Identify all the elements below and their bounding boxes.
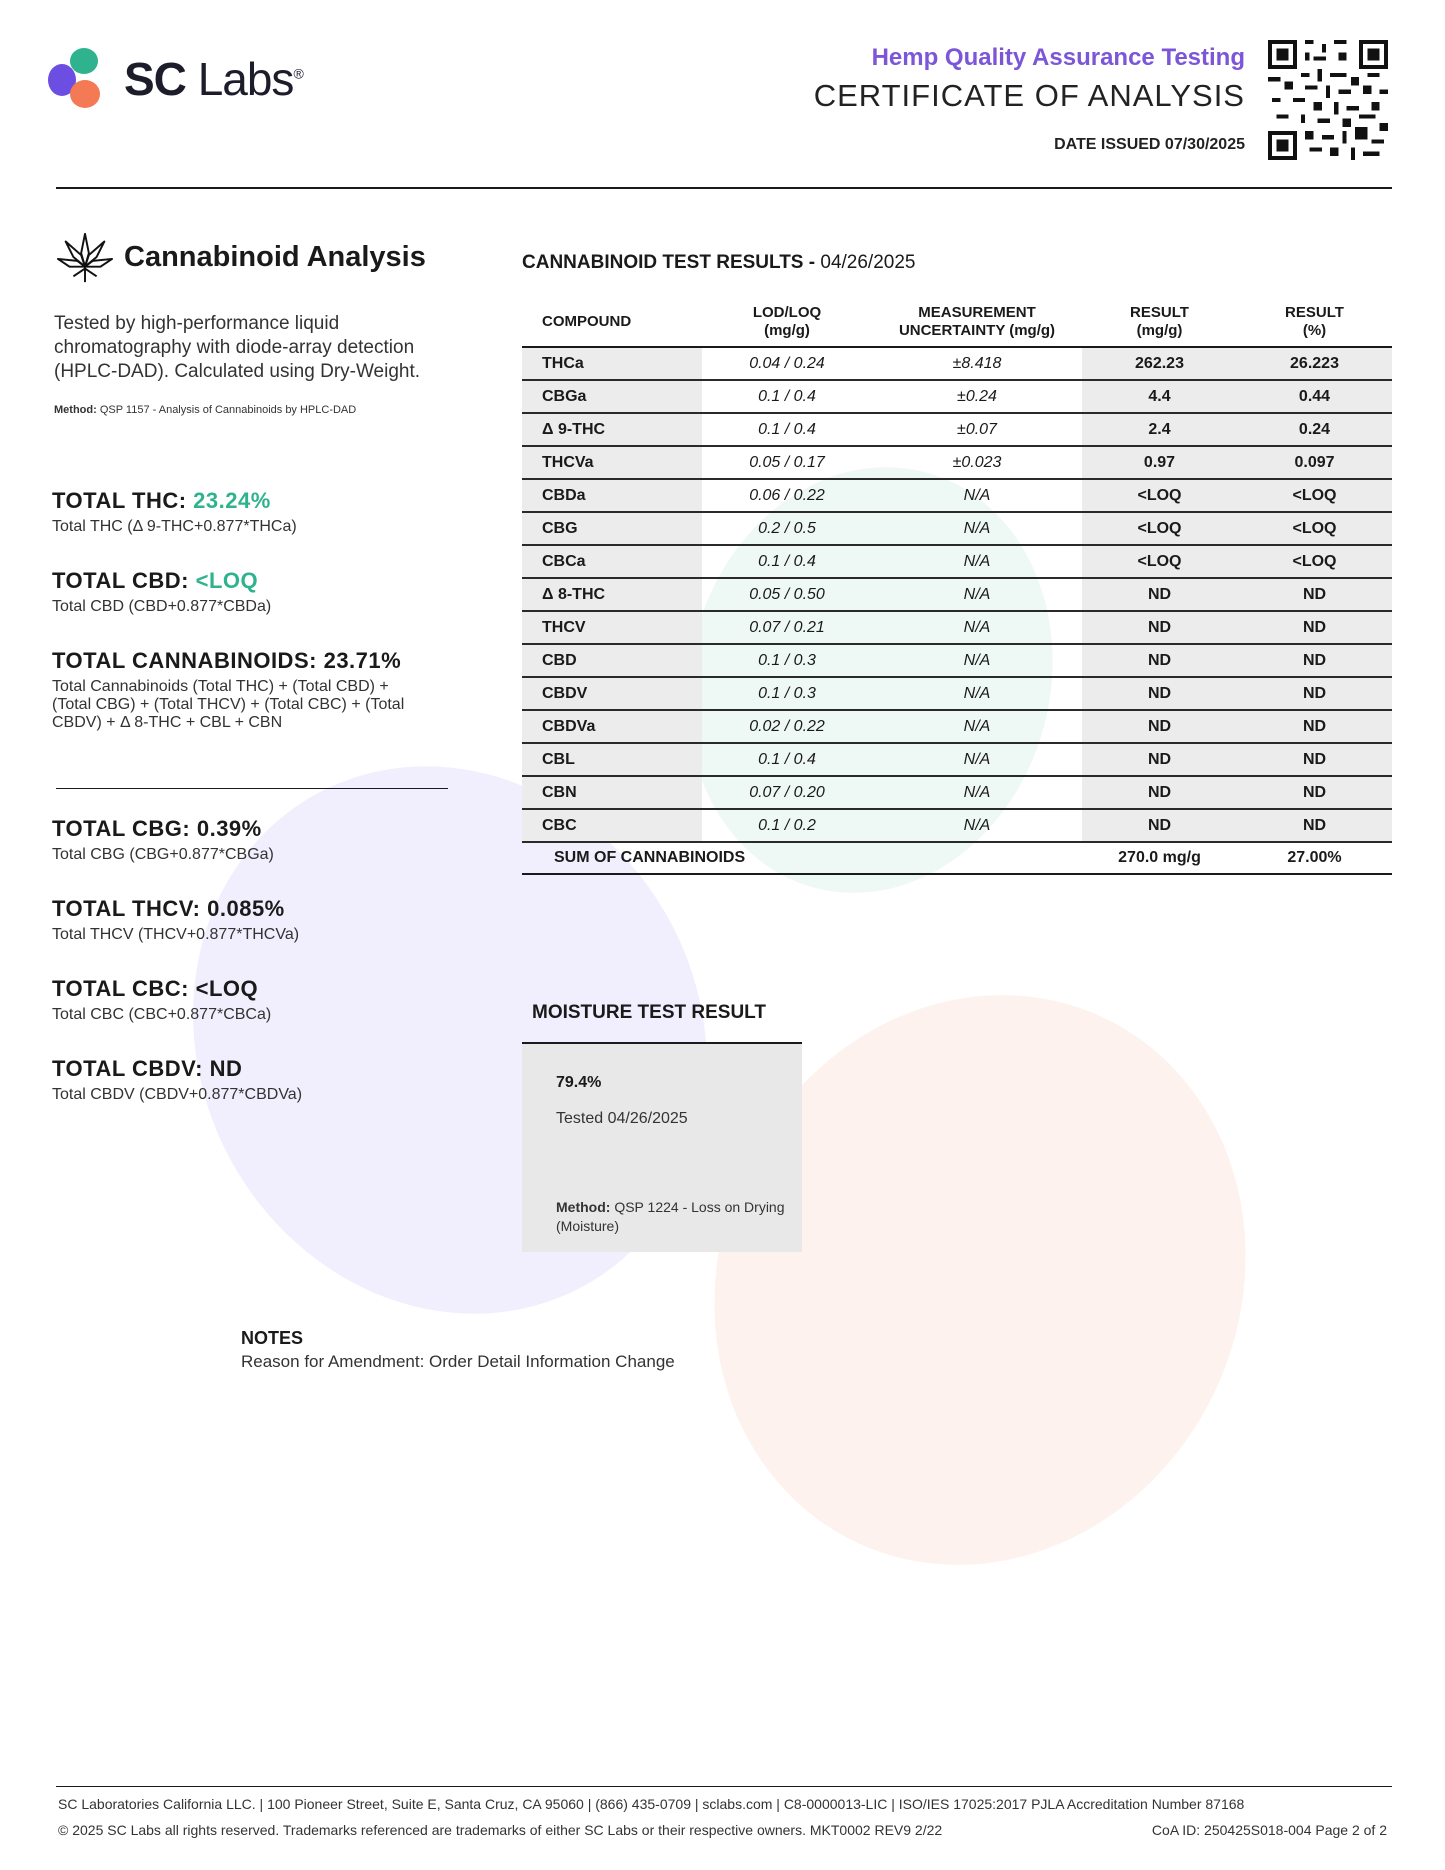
cell-compound: CBDV — [522, 677, 702, 710]
table-row — [522, 413, 1392, 446]
cell-compound: THCV — [522, 611, 702, 644]
cell-unc: ±8.418 — [872, 347, 1082, 380]
notes-text: Reason for Amendment: Order Detail Information Change — [241, 1352, 675, 1371]
cell-compound: CBCa — [522, 545, 702, 578]
cell-unc: N/A — [872, 479, 1082, 512]
cell-unc: N/A — [872, 710, 1082, 743]
table-row — [522, 578, 1392, 611]
table-row — [522, 545, 1392, 578]
cell-rpc: 0.097 — [1237, 446, 1392, 479]
left-divider — [56, 788, 448, 789]
cell-rmg: ND — [1082, 776, 1237, 809]
footer-coa-id: CoA ID: 250425S018-004 Page 2 of 2 — [1151, 1822, 1387, 1838]
cell-compound: CBL — [522, 743, 702, 776]
cell-rpc: 0.24 — [1237, 413, 1392, 446]
cell-compound: CBC — [522, 809, 702, 842]
header-subtitle: Hemp Quality Assurance Testing — [871, 44, 1245, 71]
cell-rmg: ND — [1082, 611, 1237, 644]
cell-rmg: ND — [1082, 809, 1237, 842]
sum-row — [522, 842, 1392, 874]
cell-lod: 0.02 / 0.22 — [702, 710, 872, 743]
cell-rpc: ND — [1237, 677, 1392, 710]
moisture-value: 79.4% — [556, 1074, 602, 1091]
cell-unc: ±0.07 — [872, 413, 1082, 446]
cell-lod: 0.1 / 0.3 — [702, 677, 872, 710]
table-row — [522, 446, 1392, 479]
cell-compound: CBGa — [522, 380, 702, 413]
cell-compound: CBDa — [522, 479, 702, 512]
analysis-heading — [56, 228, 426, 286]
cell-rmg: ND — [1082, 710, 1237, 743]
footer-divider — [56, 1786, 1392, 1787]
cell-rmg: <LOQ — [1082, 545, 1237, 578]
col-lod-loq: LOD/LOQ (mg/g) — [702, 300, 872, 347]
cell-rpc: <LOQ — [1237, 479, 1392, 512]
cell-compound: CBD — [522, 644, 702, 677]
cell-unc: N/A — [872, 809, 1082, 842]
cell-rpc: <LOQ — [1237, 512, 1392, 545]
cell-rmg: 2.4 — [1082, 413, 1237, 446]
notes-heading: NOTES — [241, 1328, 304, 1348]
cell-rpc: <LOQ — [1237, 545, 1392, 578]
table-row — [522, 611, 1392, 644]
cell-lod: 0.04 / 0.24 — [702, 347, 872, 380]
cell-unc: ±0.24 — [872, 380, 1082, 413]
cell-lod: 0.2 / 0.5 — [702, 512, 872, 545]
logo-mark-icon — [48, 48, 110, 110]
cell-rpc: 0.44 — [1237, 380, 1392, 413]
analysis-title: Cannabinoid Analysis — [124, 240, 426, 273]
cell-rmg: 4.4 — [1082, 380, 1237, 413]
cell-rpc: 26.223 — [1237, 347, 1392, 380]
date-issued: DATE ISSUED 07/30/2025 — [1054, 136, 1245, 153]
analysis-description: Tested by high-performance liquid chromatography with diode-array detection (HPLC-DAD). Calculated using Dry-Weight. — [54, 313, 421, 382]
footer-address: SC Laboratories California LLC. | 100 Pioneer Street, Suite E, Santa Cruz, CA 95060 | (866) 435-0709 | sclabs.com | C8-0000013-LIC | ISO/IES 17025:2017 PJLA Accreditation Number 87168 — [58, 1796, 1245, 1812]
cell-rpc: ND — [1237, 578, 1392, 611]
results-title: CANNABINOID TEST RESULTS - 04/26/2025 — [522, 252, 916, 273]
qr-code-icon[interactable] — [1268, 40, 1388, 160]
cell-compound: Δ 8-THC — [522, 578, 702, 611]
cell-rmg: 0.97 — [1082, 446, 1237, 479]
cell-rpc: ND — [1237, 710, 1392, 743]
table-row — [522, 380, 1392, 413]
header-title: CERTIFICATE OF ANALYSIS — [813, 78, 1245, 113]
cell-compound: THCa — [522, 347, 702, 380]
cell-compound: CBDVa — [522, 710, 702, 743]
cell-unc: N/A — [872, 512, 1082, 545]
table-row — [522, 710, 1392, 743]
results-header-row — [522, 300, 1392, 347]
cell-rpc: ND — [1237, 776, 1392, 809]
cell-rmg: 262.23 — [1082, 347, 1237, 380]
cannabis-leaf-icon — [56, 228, 114, 286]
cell-compound: CBG — [522, 512, 702, 545]
total-cbc: TOTAL CBC: <LOQ Total CBC (CBC+0.877*CBCa) — [52, 976, 272, 1023]
cell-rpc: ND — [1237, 644, 1392, 677]
moisture-tested-date: Tested 04/26/2025 — [556, 1110, 688, 1127]
cell-lod: 0.1 / 0.4 — [702, 743, 872, 776]
cell-lod: 0.05 / 0.17 — [702, 446, 872, 479]
cell-unc: N/A — [872, 677, 1082, 710]
header-divider — [56, 187, 1392, 189]
cell-compound: Δ 9-THC — [522, 413, 702, 446]
analysis-method: Method: QSP 1157 - Analysis of Cannabinoids by HPLC-DAD — [54, 404, 357, 416]
total-thc: TOTAL THC: 23.24% Total THC (Δ 9-THC+0.877*THCa) — [52, 488, 297, 535]
table-row — [522, 347, 1392, 380]
col-result-pct: RESULT (%) — [1237, 300, 1392, 347]
cell-rpc: ND — [1237, 743, 1392, 776]
cell-rmg: <LOQ — [1082, 479, 1237, 512]
cell-lod: 0.1 / 0.4 — [702, 545, 872, 578]
table-row — [522, 644, 1392, 677]
moisture-method: Method: QSP 1224 - Loss on Drying (Moisture) — [556, 1199, 785, 1234]
cell-rmg: ND — [1082, 578, 1237, 611]
cell-unc: N/A — [872, 644, 1082, 677]
cell-rmg: ND — [1082, 644, 1237, 677]
brand-logo — [48, 48, 303, 110]
cell-lod: 0.1 / 0.4 — [702, 380, 872, 413]
footer-copyright: © 2025 SC Labs all rights reserved. Trademarks referenced are trademarks of either SC Labs or their respective owners. MKT0002 REV9 2/22 — [58, 1822, 943, 1838]
table-row — [522, 512, 1392, 545]
table-row — [522, 809, 1392, 842]
cell-unc: ±0.023 — [872, 446, 1082, 479]
sum-label: SUM OF CANNABINOIDS — [522, 842, 1082, 874]
total-cannabinoids: TOTAL CANNABINOIDS: 23.71% Total Cannabinoids (Total THC) + (Total CBD) + (Total CBG) + (Total THCV) + (Total CBC) + (Total CBDV) + Δ 8-THC + CBL + CBN — [52, 648, 405, 731]
cell-lod: 0.07 / 0.21 — [702, 611, 872, 644]
cell-unc: N/A — [872, 611, 1082, 644]
cell-unc: N/A — [872, 743, 1082, 776]
table-row — [522, 479, 1392, 512]
col-compound: COMPOUND — [522, 300, 702, 347]
total-cbdv: TOTAL CBDV: ND Total CBDV (CBDV+0.877*CBDVa) — [52, 1056, 303, 1103]
cell-lod: 0.06 / 0.22 — [702, 479, 872, 512]
moisture-title: MOISTURE TEST RESULT — [532, 1002, 766, 1023]
cell-rmg: ND — [1082, 743, 1237, 776]
cell-lod: 0.07 / 0.20 — [702, 776, 872, 809]
cell-unc: N/A — [872, 578, 1082, 611]
col-uncertainty: MEASUREMENT UNCERTAINTY (mg/g) — [872, 300, 1082, 347]
cell-lod: 0.1 / 0.3 — [702, 644, 872, 677]
cell-lod: 0.05 / 0.50 — [702, 578, 872, 611]
total-cbd: TOTAL CBD: <LOQ Total CBD (CBD+0.877*CBDa) — [52, 568, 272, 615]
logo-wordmark: SC Labs® — [124, 53, 303, 105]
cell-lod: 0.1 / 0.4 — [702, 413, 872, 446]
total-cbg: TOTAL CBG: 0.39% Total CBG (CBG+0.877*CBGa) — [52, 816, 274, 863]
cell-compound: CBN — [522, 776, 702, 809]
cell-unc: N/A — [872, 776, 1082, 809]
table-row — [522, 743, 1392, 776]
cell-rpc: ND — [1237, 809, 1392, 842]
table-row — [522, 677, 1392, 710]
cell-rmg: <LOQ — [1082, 512, 1237, 545]
sum-mg: 270.0 mg/g — [1082, 842, 1237, 874]
cell-rmg: ND — [1082, 677, 1237, 710]
sum-pct: 27.00% — [1237, 842, 1392, 874]
cell-compound: THCVa — [522, 446, 702, 479]
results-table — [522, 300, 1392, 875]
col-result-mg: RESULT (mg/g) — [1082, 300, 1237, 347]
table-row — [522, 776, 1392, 809]
cell-lod: 0.1 / 0.2 — [702, 809, 872, 842]
total-thcv: TOTAL THCV: 0.085% Total THCV (THCV+0.877*THCVa) — [52, 896, 300, 943]
cell-rpc: ND — [1237, 611, 1392, 644]
cell-unc: N/A — [872, 545, 1082, 578]
